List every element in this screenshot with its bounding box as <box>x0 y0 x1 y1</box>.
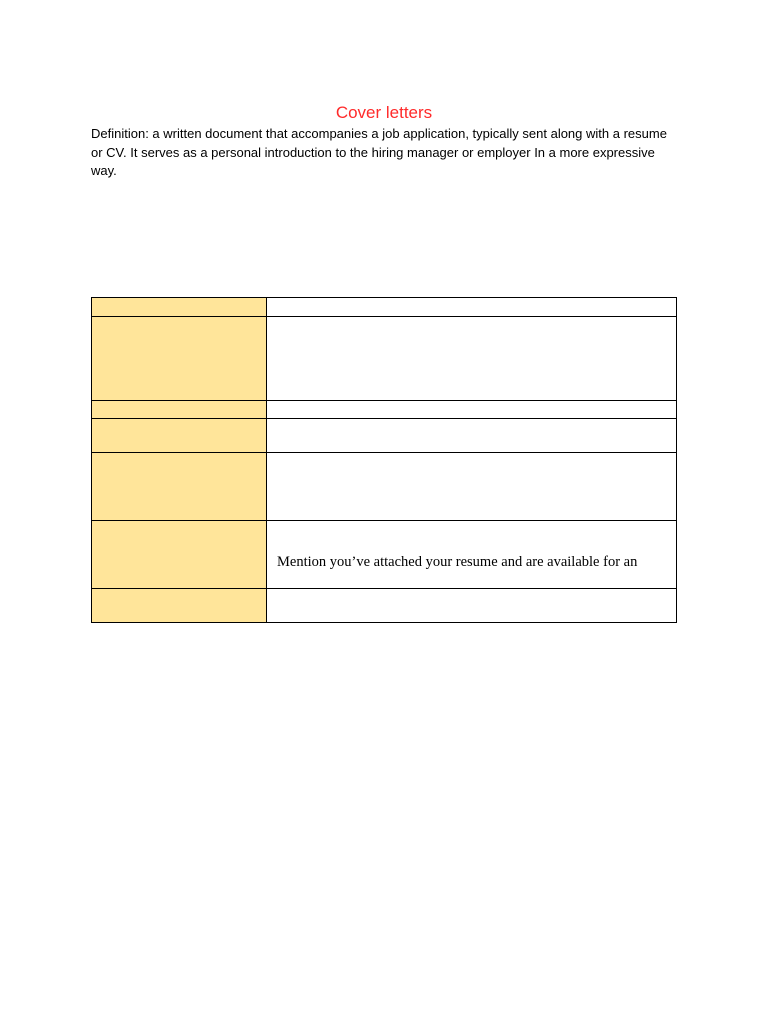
table-content-cell <box>267 298 677 317</box>
table-row <box>92 589 677 623</box>
cover-letter-table <box>91 297 677 623</box>
table-content-cell: Mention you’ve attached your resume and are available for an <box>267 521 677 589</box>
table-label-cell <box>92 453 267 521</box>
table-label-cell <box>92 419 267 453</box>
table-content-cell <box>267 401 677 419</box>
table-label-cell <box>92 589 267 623</box>
table-label-cell <box>92 298 267 317</box>
table-content-cell <box>267 453 677 521</box>
table-content-cell <box>267 589 677 623</box>
table-label-cell <box>92 521 267 589</box>
table-row <box>92 521 677 589</box>
table-row <box>92 298 677 317</box>
page-title: Cover letters <box>335 103 433 122</box>
table-row <box>92 401 677 419</box>
table-label-cell <box>92 401 267 419</box>
table-row <box>92 453 677 521</box>
table-content-cell <box>267 419 677 453</box>
table-label-cell <box>92 317 267 401</box>
table-content-cell <box>267 317 677 401</box>
table-row <box>92 419 677 453</box>
table-row <box>92 317 677 401</box>
definition-paragraph: Definition: a written document that accompanies a job application, typically sent along with a resume or CV. It serves as a personal introduction to the hiring manager or employer In a more expressive way. <box>91 126 667 178</box>
